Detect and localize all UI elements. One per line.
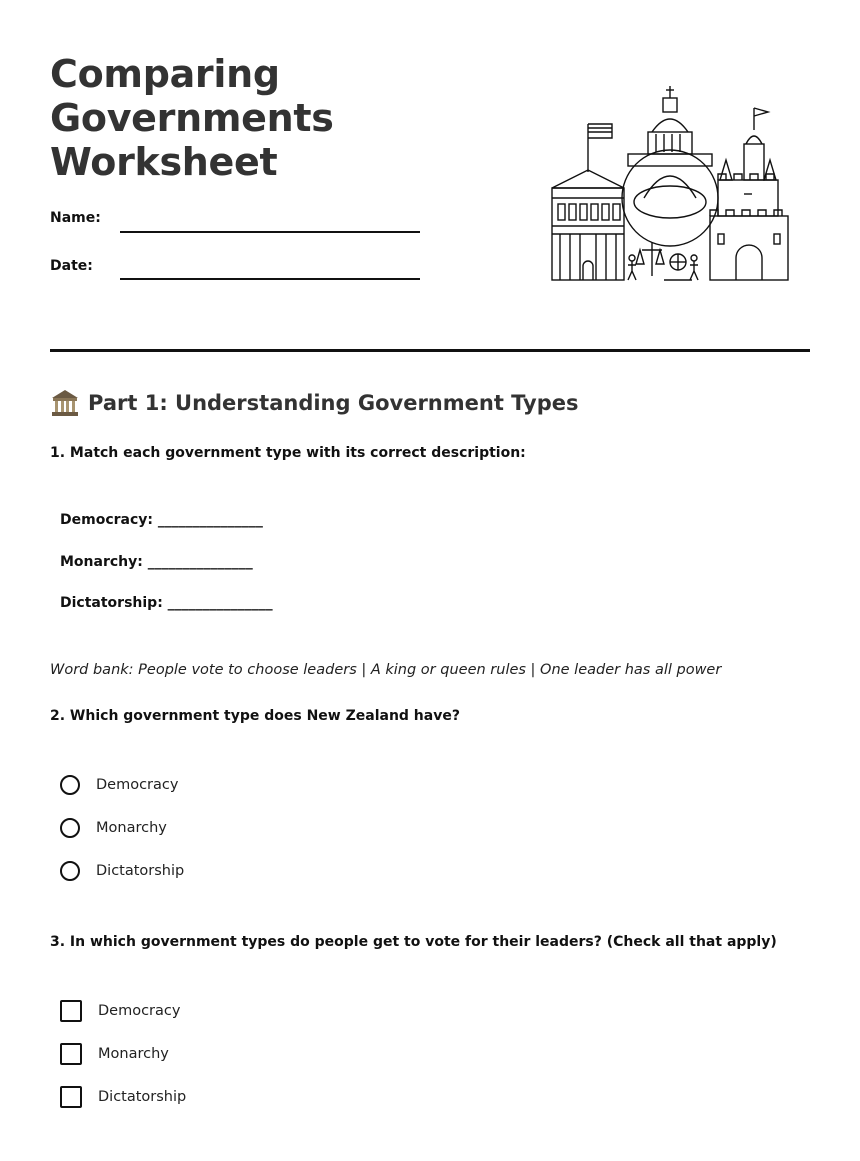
- government-buildings-illustration: [548, 84, 790, 284]
- match-item-dictatorship[interactable]: Dictatorship: _______________: [60, 595, 273, 611]
- checkbox[interactable]: [60, 1000, 82, 1022]
- question-3-prompt: 3. In which government types do people get to vote for their leaders? (Check all that apply): [50, 934, 777, 950]
- word-bank: Word bank: People vote to choose leaders | A king or queen rules | One leader has all power: [50, 662, 722, 678]
- date-field[interactable]: [120, 278, 420, 280]
- part1-title: Part 1: Understanding Government Types: [88, 391, 579, 415]
- checkbox-option-monarchy[interactable]: [60, 1043, 169, 1065]
- question-1-prompt: 1. Match each government type with its correct description:: [50, 445, 526, 461]
- option-label: Dictatorship: [98, 1089, 187, 1105]
- question-2-prompt: 2. Which government type does New Zealand have?: [50, 708, 460, 724]
- name-field[interactable]: [120, 231, 420, 233]
- match-item-monarchy[interactable]: Monarchy: _______________: [60, 554, 253, 570]
- checkbox[interactable]: [60, 1043, 82, 1065]
- radio-button[interactable]: [60, 775, 80, 795]
- option-label: Democracy: [98, 1003, 181, 1019]
- title-line: Governments: [50, 96, 334, 140]
- radio-button[interactable]: [60, 861, 80, 881]
- date-label: Date:: [50, 258, 93, 274]
- radio-button[interactable]: [60, 818, 80, 838]
- name-label: Name:: [50, 210, 101, 226]
- option-label: Monarchy: [96, 820, 167, 836]
- checkbox[interactable]: [60, 1086, 82, 1108]
- match-item-democracy[interactable]: Democracy: _______________: [60, 512, 263, 528]
- radio-option-monarchy[interactable]: [60, 818, 167, 838]
- checkbox-option-democracy[interactable]: [60, 1000, 180, 1022]
- option-label: Democracy: [96, 777, 179, 793]
- radio-option-dictatorship[interactable]: [60, 861, 184, 881]
- title-line: Worksheet: [50, 140, 278, 184]
- option-label: Dictatorship: [96, 863, 185, 879]
- option-label: Monarchy: [98, 1046, 169, 1062]
- worksheet-title: [50, 52, 334, 184]
- classical-building-icon: [50, 388, 80, 418]
- section-divider: [50, 349, 810, 352]
- checkbox-option-dictatorship[interactable]: [60, 1086, 186, 1108]
- title-line: Comparing: [50, 52, 280, 96]
- radio-option-democracy[interactable]: [60, 775, 178, 795]
- part1-heading: [50, 388, 578, 418]
